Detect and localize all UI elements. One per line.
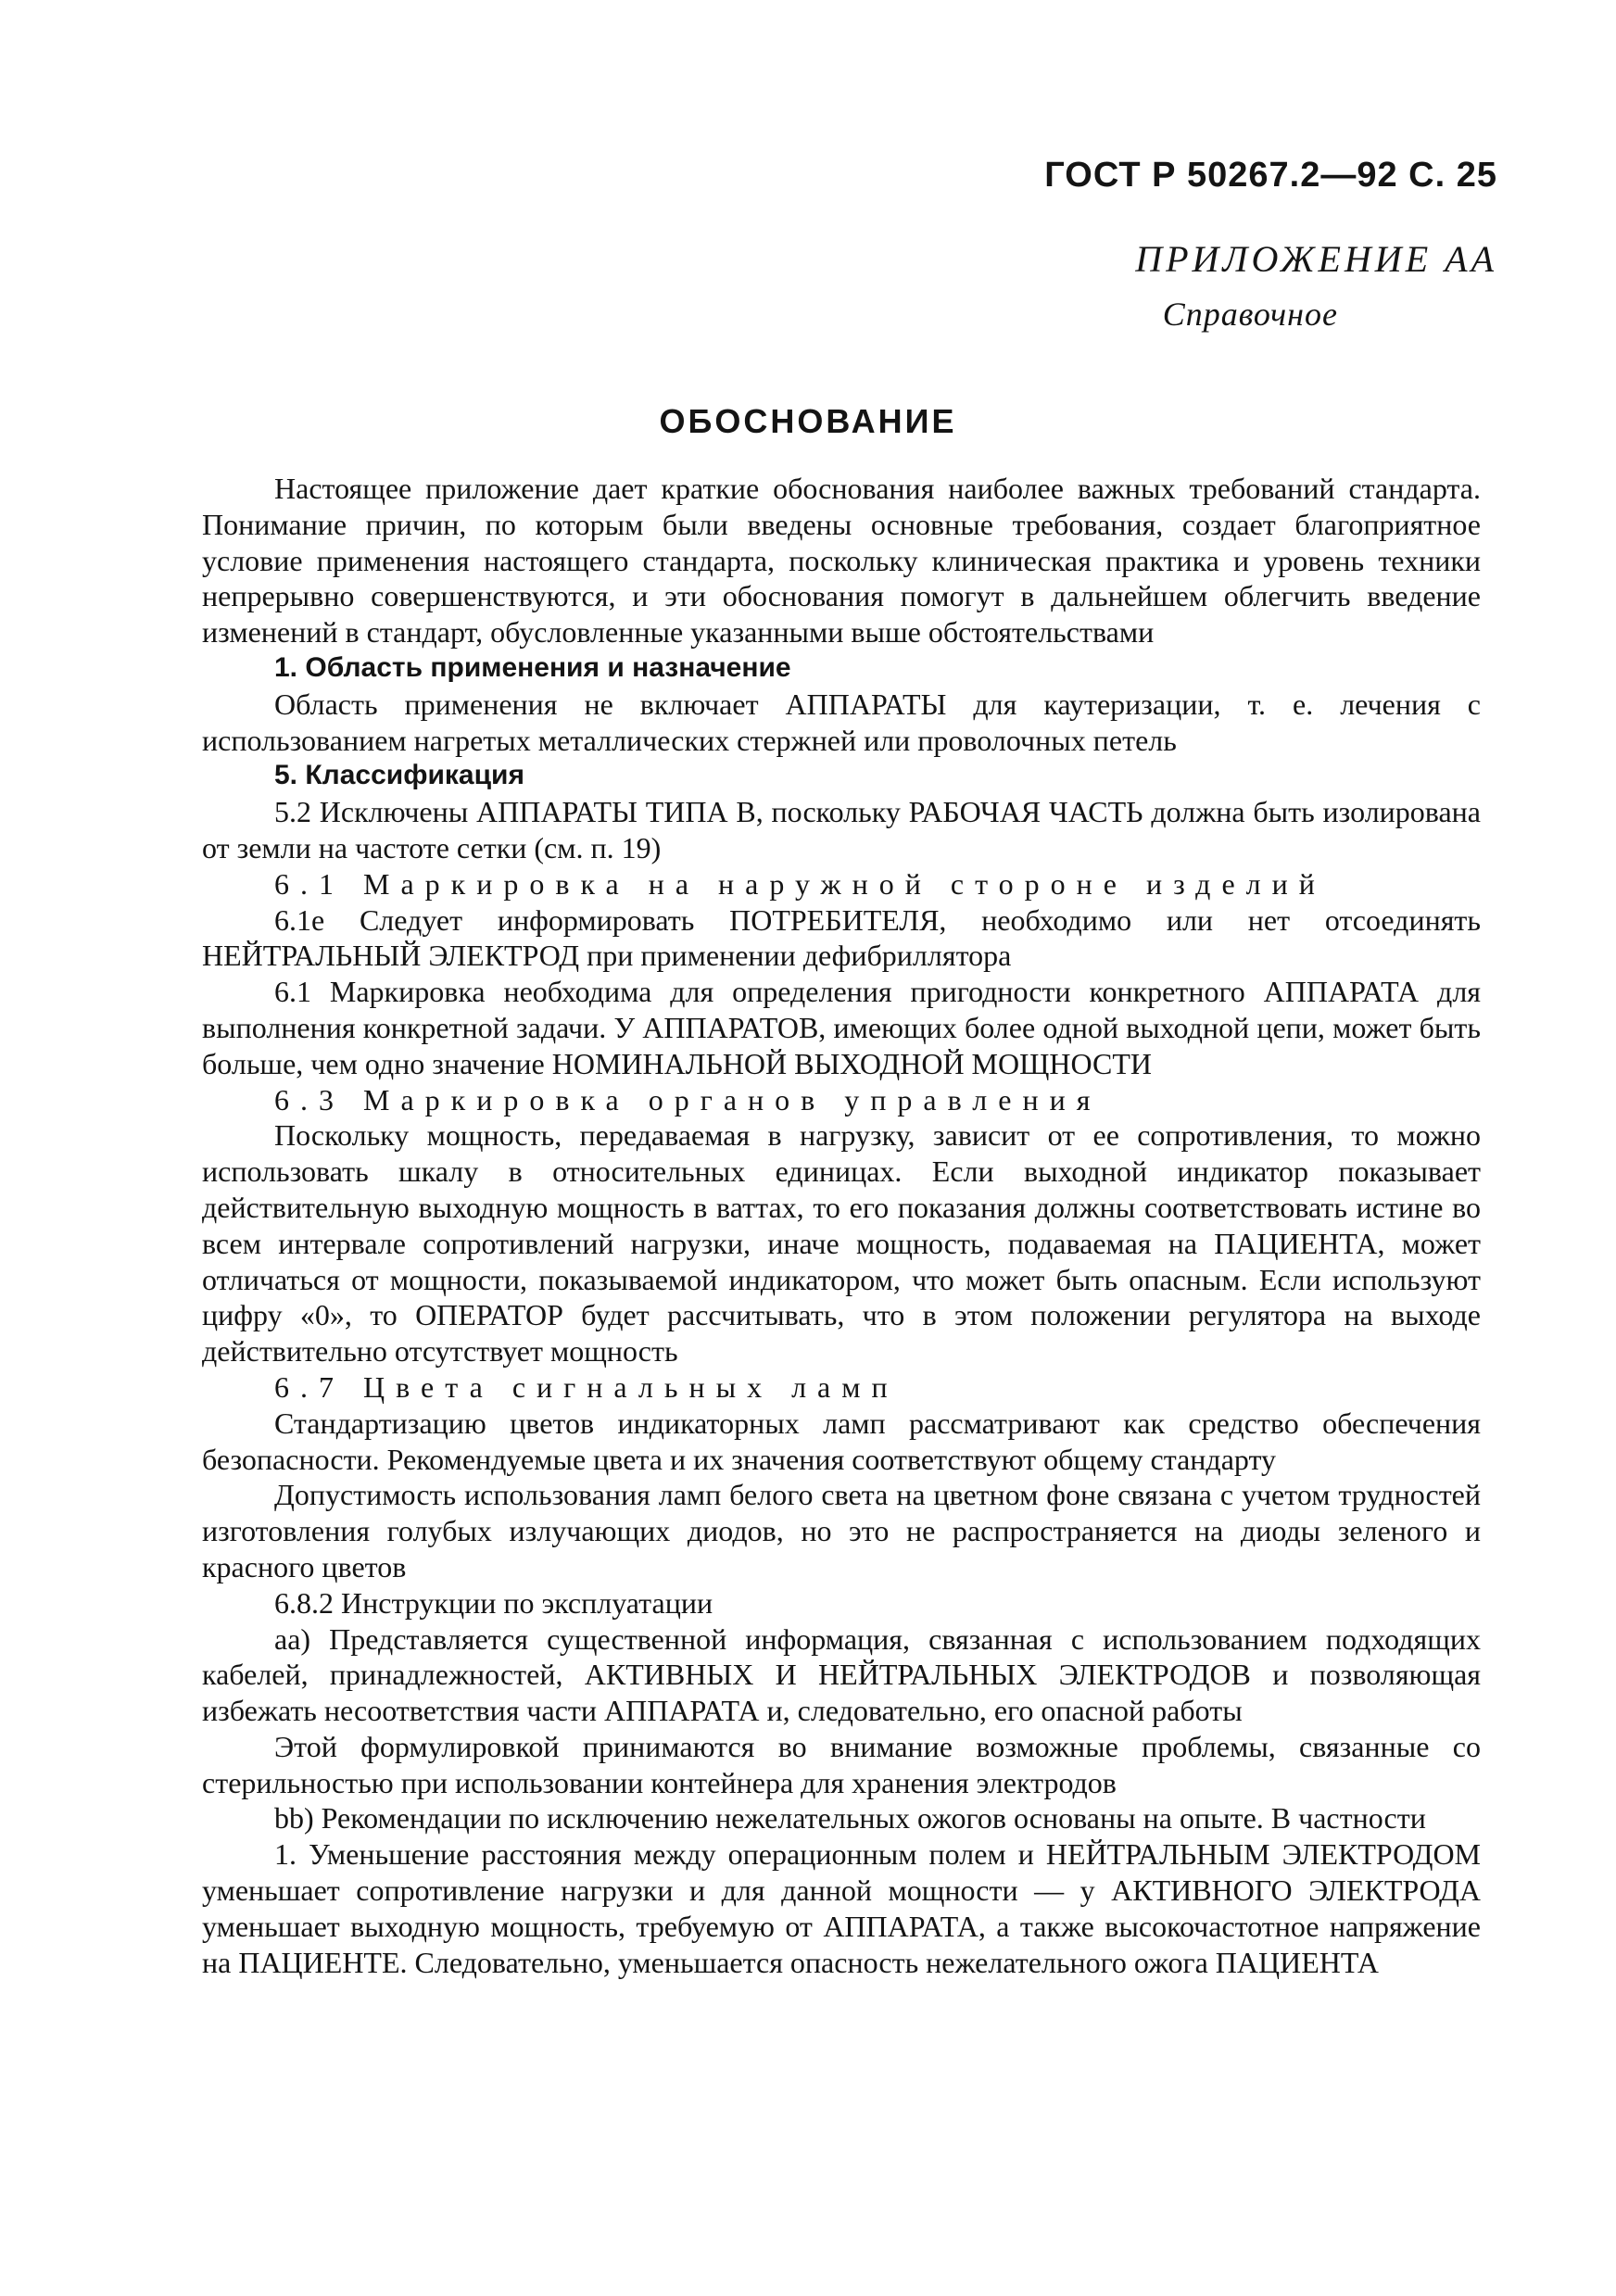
document-body [202, 471, 1481, 1980]
clause-6-3-heading: 6.3 Маркировка органов управления [274, 1082, 1102, 1116]
paragraph-scope: Область применения не включает АППАРАТЫ для каутеризации, т. е. лечения с использованием нагретых металлических стержней или проволочных петель [202, 687, 1481, 757]
paragraph-6-1: 6.1 Маркировка необходима для определения пригодности конкретного АППАРАТА для выполнения конкретной задачи. У АППАРАТОВ, имеющих более одной выходной цепи, может быть больше, чем одно значение НОМИНАЛЬНОЙ ВЫХОДНОЙ МОЩНОСТИ [202, 975, 1481, 1080]
paragraph-aa: аа) Представляется существенной информация, связанная с использованием подходящих кабелей, принадлежностей, АКТИВНЫХ И НЕЙТРАЛЬНЫХ ЭЛЕКТРОДОВ и позволяющая избежать несоответствия части АППАРАТА и, следовательно, его опасной работы [202, 1621, 1481, 1728]
appendix-type: Справочное [1162, 296, 1338, 333]
clause-6-8-2-heading: 6.8.2 Инструкции по эксплуатации [274, 1585, 713, 1620]
intro-paragraph: Настоящее приложение дает краткие обоснования наиболее важных требований стандарта. Понимание причин, по которым были введены основные требования, создает благоприятное условие применения настоящего стандарта, поскольку клиническая практика и уровень техники непрерывно совершенствуются, и эти обоснования помогут в дальнейшем облегчить введение изменений в стандарт, обусловленные указанными выше обстоятельствами [202, 472, 1481, 650]
paragraph-5-2: 5.2 Исключены АППАРАТЫ ТИПА В, поскольку РАБОЧАЯ ЧАСТЬ должна быть изолирована от земли на частоте сетки (см. п. 19) [202, 795, 1481, 864]
paragraph-6-7-a: Стандартизацию цветов индикаторных ламп рассматривают как средство обеспечения безопасности. Рекомендуемые цвета и их значения соответствуют общему стандарту [202, 1406, 1481, 1476]
section-heading-classification: 5. Классификация [274, 760, 524, 791]
standard-header: ГОСТ Р 50267.2—92 С. 25 [1044, 156, 1497, 195]
appendix-label: ПРИЛОЖЕНИЕ АА [1135, 238, 1497, 280]
paragraph-6-3: Поскольку мощность, передаваемая в нагрузку, зависит от ее сопротивления, то можно использовать шкалу в относительных единицах. Если выходной индикатор показывает действительную выходную мощность в ваттах, то его показания должны соответствовать истине во всем интервале сопротивлений нагрузки, иначе мощность, подаваемая на ПАЦИЕНТА, может отличаться от мощности, показываемой индикатором, что может быть опасным. Если используют цифру «0», то ОПЕРАТОР будет рассчитывать, что в этом положении регулятора на выходе действительно отсутствует мощность [202, 1118, 1481, 1369]
paragraph-aa-note: Этой формулировкой принимаются во внимание возможные проблемы, связанные со стерильностью при использовании контейнера для хранения электродов [202, 1729, 1481, 1799]
clause-6-7-heading: 6.7 Цвета сигнальных ламп [274, 1369, 899, 1404]
paragraph-bb-1: 1. Уменьшение расстояния между операционным полем и НЕЙТРАЛЬНЫМ ЭЛЕКТРОДОМ уменьшает сопротивление нагрузки и для данной мощности — у АКТИВНОГО ЭЛЕКТРОДА уменьшает выходную мощность, требуемую от АППАРАТА, а также высокочастотное напряжение на ПАЦИЕНТЕ. Следовательно, уменьшается опасность нежелательного ожога ПАЦИЕНТА [202, 1837, 1481, 1979]
paragraph-6-1e: 6.1е Следует информировать ПОТРЕБИТЕЛЯ, необходимо или нет отсоединять НЕЙТРАЛЬНЫЙ ЭЛЕКТРОД при применении дефибриллятора [202, 902, 1481, 973]
clause-6-1-heading: 6.1 Маркировка на наружной стороне изделий [274, 866, 1326, 901]
section-heading-scope: 1. Область применения и назначение [274, 651, 791, 683]
document-title: ОБОСНОВАНИЕ [659, 402, 957, 440]
paragraph-bb: bb) Рекомендации по исключению нежелательных ожогов основаны на опыте. В частности [274, 1801, 1426, 1836]
paragraph-6-7-b: Допустимость использования ламп белого света на цветном фоне связана с учетом трудностей изготовления голубых излучающих диодов, но это не распространяется на диоды зеленого и красного цветов [202, 1478, 1481, 1583]
